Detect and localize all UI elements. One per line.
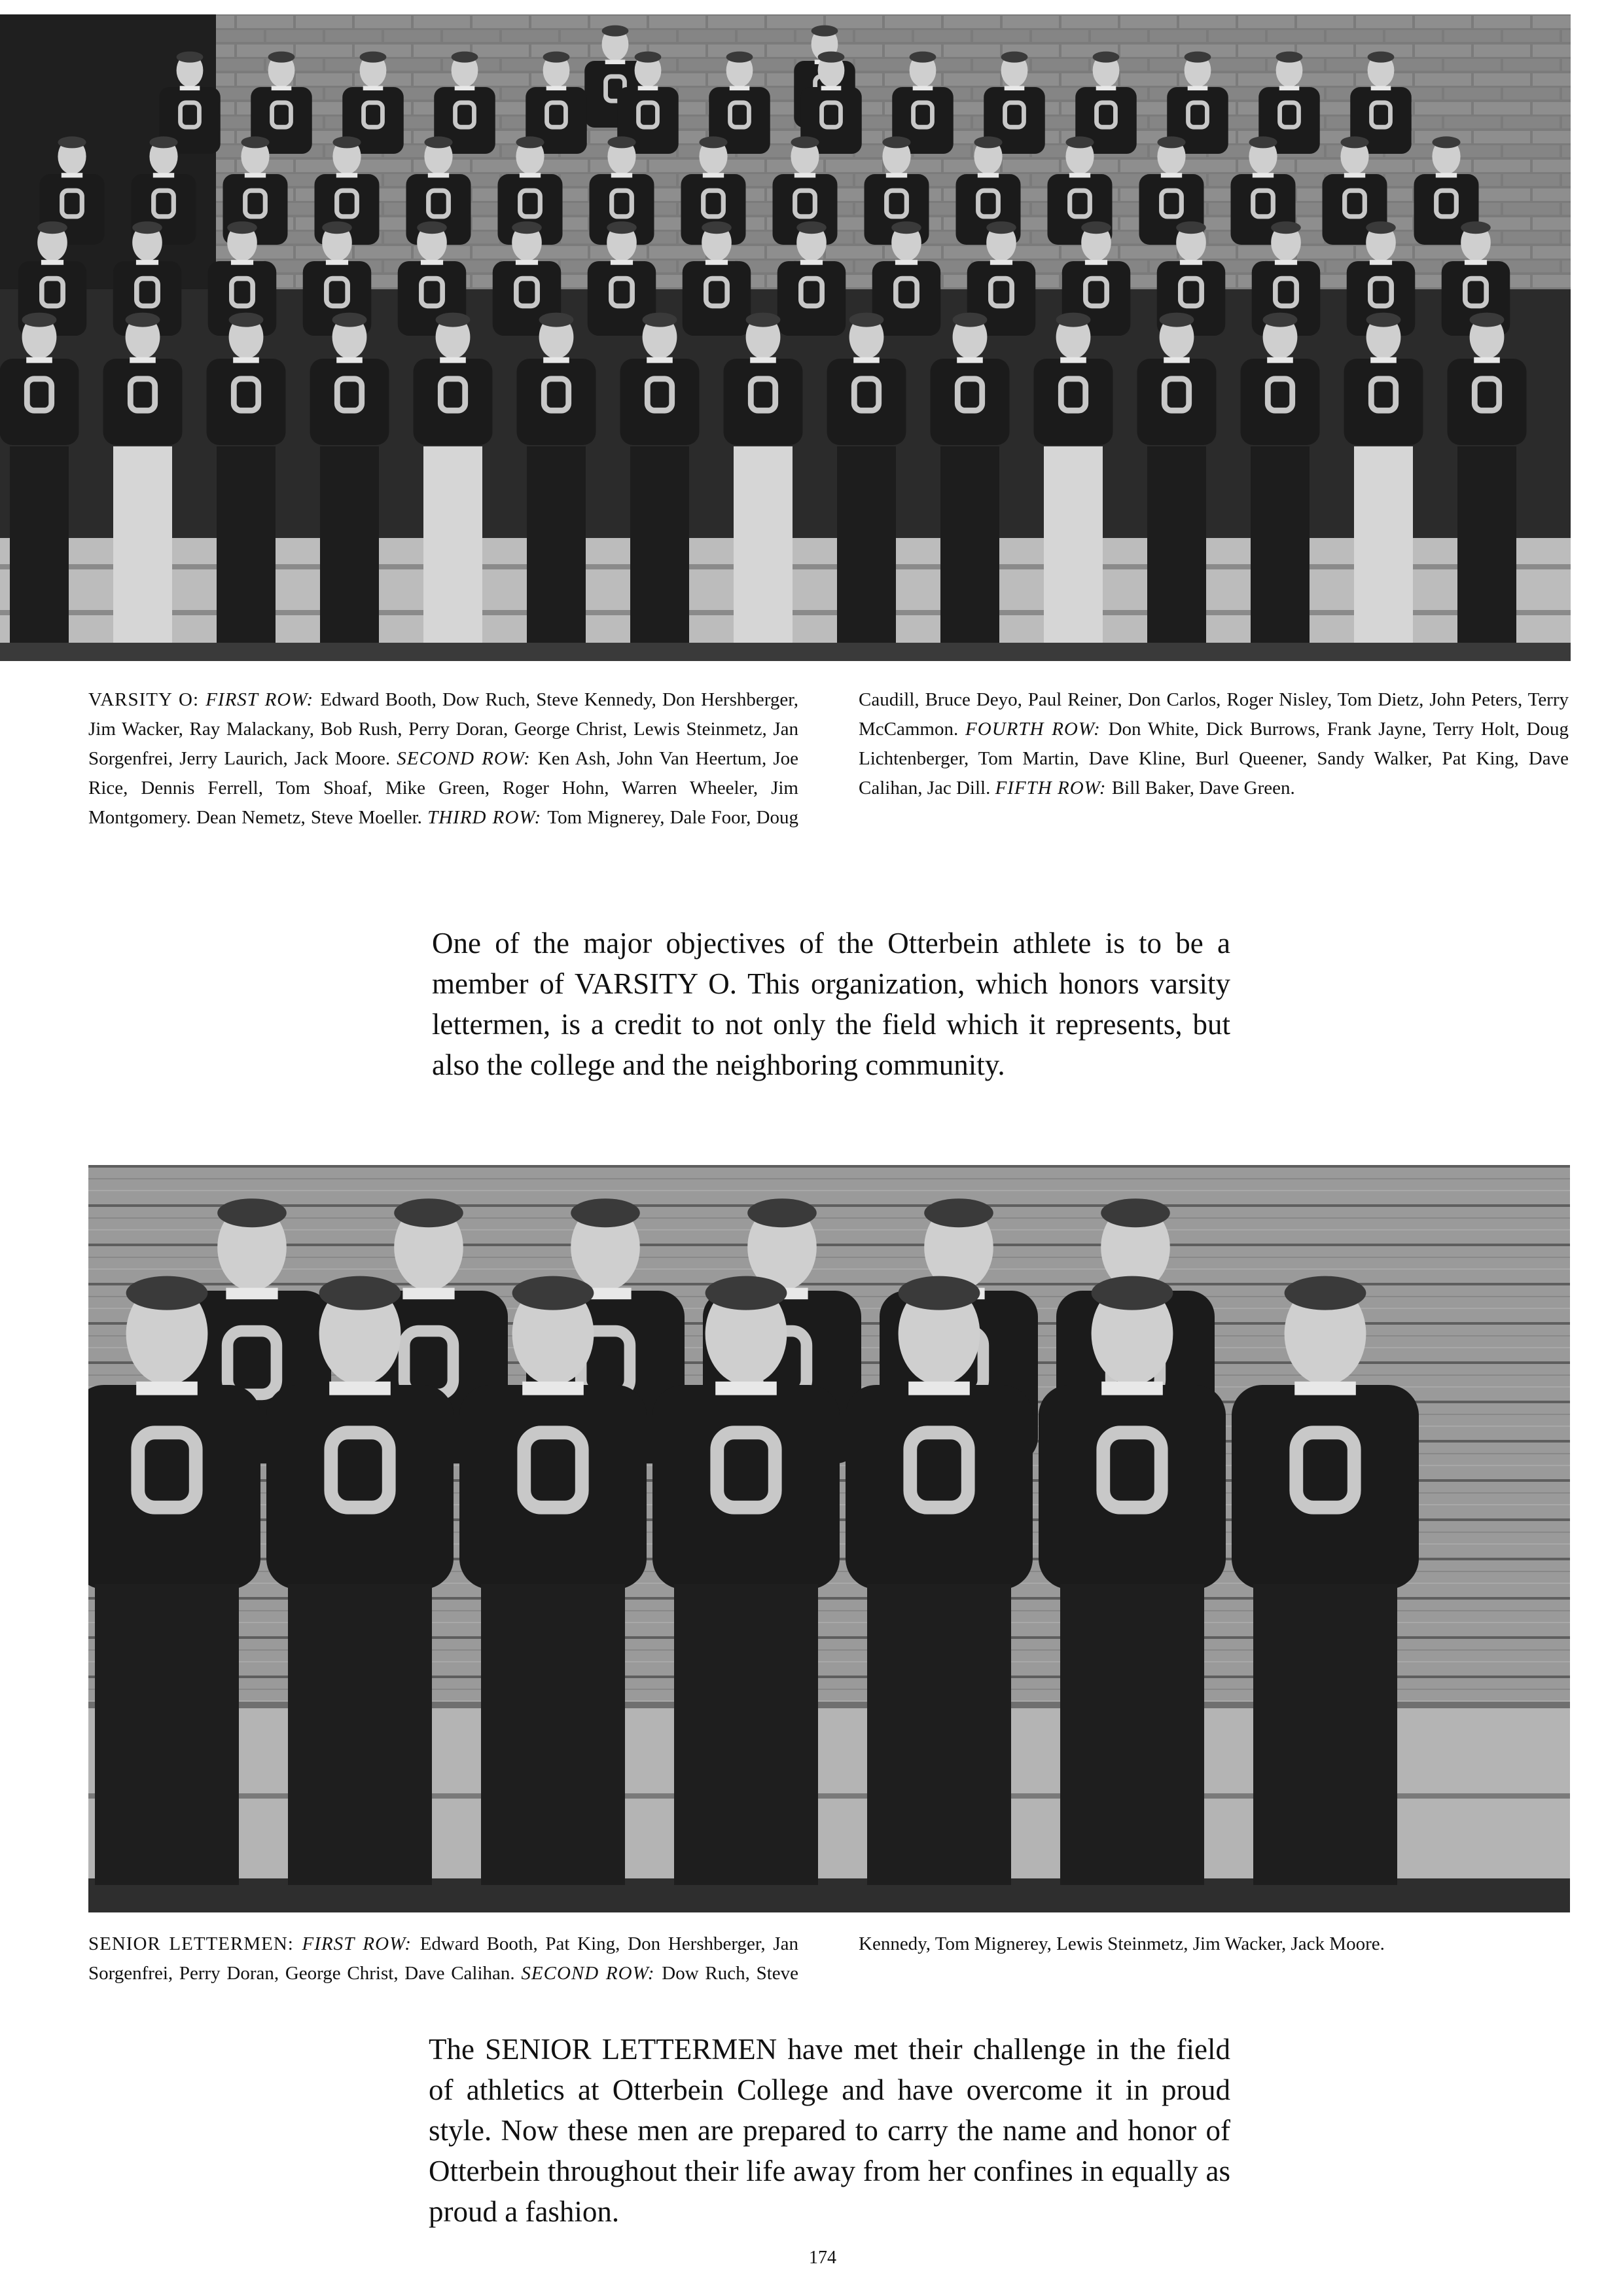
collar	[231, 260, 253, 265]
page-number: 174	[809, 2248, 836, 2268]
collar	[543, 357, 569, 363]
sweater	[266, 1385, 454, 1589]
hair	[1185, 52, 1211, 63]
collar	[1474, 357, 1500, 363]
hair	[512, 1276, 594, 1310]
hair	[1368, 52, 1395, 63]
hair	[1276, 52, 1303, 63]
collar	[1085, 260, 1107, 265]
legs	[527, 446, 586, 643]
sweater	[517, 359, 596, 445]
hair	[516, 136, 544, 148]
hair	[332, 313, 367, 327]
caption-row-names: Edward Booth, Pat King, Don Hershberger, Jan Sorgenfrei, Perry Doran, George Christ, Dave Calihan.	[88, 1933, 798, 1984]
hair	[791, 136, 819, 148]
hair	[702, 221, 732, 234]
hair	[1092, 1276, 1173, 1310]
collar	[130, 357, 156, 363]
sweater	[724, 359, 803, 445]
collar	[705, 260, 728, 265]
collar	[1279, 86, 1300, 90]
legs	[940, 446, 999, 643]
caption-row-names: Ken Ash, John Van Heertum, Joe Rice, Dennis Ferrell, Tom Shoaf, Mike Green, Roger Hohn, Warren Wheeler, Jim Montgomery. Dean Nemetz, Steve Moeller.	[88, 748, 798, 828]
collar	[1101, 1382, 1163, 1395]
collar	[611, 260, 633, 265]
legs	[1147, 446, 1206, 643]
hair	[1081, 221, 1111, 234]
collar	[1344, 173, 1365, 177]
legs	[1060, 1584, 1204, 1885]
hair	[1366, 313, 1401, 327]
legs	[1354, 446, 1413, 643]
hair	[394, 1198, 463, 1227]
hair	[132, 221, 162, 234]
hair	[319, 1276, 401, 1310]
collar	[647, 357, 673, 363]
hair	[241, 136, 269, 148]
hair	[1285, 1276, 1366, 1310]
varsity-o-photo-drawing	[0, 14, 1571, 661]
hair	[58, 136, 86, 148]
hair	[747, 1198, 817, 1227]
caption-row-names: Don White, Dick Burrows, Frank Jayne, Terry Holt, Doug Lichtenberger, Tom Martin, Dave Kline, Burl Queener, Sandy Walker, Pat King, Dave Calihan, Jac Dill.	[859, 719, 1569, 798]
collar	[62, 173, 82, 177]
hair	[424, 136, 452, 148]
collar	[1275, 260, 1297, 265]
sweater	[1344, 359, 1423, 445]
collar	[1005, 86, 1025, 90]
caption-lead: SENIOR LETTERMEN:	[88, 1933, 302, 1954]
hair	[149, 136, 177, 148]
hair	[1176, 221, 1206, 234]
hair	[332, 136, 361, 148]
senior-lettermen-caption	[88, 1929, 1569, 1995]
caption-row-label: SECOND ROW:	[397, 748, 538, 769]
collar	[440, 357, 466, 363]
legs	[481, 1584, 625, 1885]
legs	[217, 446, 276, 643]
hair	[1271, 221, 1301, 234]
collar	[1180, 260, 1202, 265]
collar	[1465, 260, 1487, 265]
collar	[1267, 357, 1293, 363]
collar	[913, 86, 933, 90]
collar	[136, 1382, 198, 1395]
hair	[1001, 52, 1028, 63]
varsity-o-paragraph: One of the major objectives of the Otterbein athlete is to be a member of VARSITY O. This organization, which honors varsity lettermen, is a credit to not only the field which it represents, but also the college and the neighboring community.	[432, 927, 1230, 1081]
hair	[22, 313, 57, 327]
caption-row-names: Bill Baker, Dave Green.	[1111, 778, 1295, 798]
caption-row-label: FIRST ROW:	[302, 1933, 420, 1954]
legs	[423, 446, 482, 643]
legs	[674, 1584, 818, 1885]
collar	[136, 260, 158, 265]
collar	[329, 1382, 391, 1395]
collar	[605, 60, 626, 64]
hair	[539, 313, 574, 327]
hair	[924, 1198, 993, 1227]
hair	[177, 52, 204, 63]
sweater	[414, 359, 493, 445]
hair	[543, 52, 570, 63]
hair	[882, 136, 910, 148]
collar	[336, 357, 363, 363]
hair	[1101, 1198, 1170, 1227]
sweater	[1034, 359, 1113, 445]
collar	[428, 173, 449, 177]
senior-lettermen-paragraph: The SENIOR LETTERMEN have met their challenge in the field of athletics at Otterbein College and have overcome it in proud style. Now these men are prepared to carry the name and honor of Otterbein throughout their life away from her confines in equally as proud a fashion.	[429, 2033, 1230, 2228]
hair	[1065, 136, 1094, 148]
hair	[1056, 313, 1091, 327]
collar	[703, 173, 724, 177]
hair	[360, 52, 387, 63]
hair	[643, 313, 677, 327]
hair	[705, 1276, 787, 1310]
collar	[978, 173, 999, 177]
sweater	[827, 359, 906, 445]
legs	[734, 446, 793, 643]
sweater	[1039, 1385, 1226, 1589]
hair	[268, 52, 295, 63]
hair	[602, 26, 629, 37]
hair	[953, 313, 988, 327]
hair	[746, 313, 781, 327]
legs	[1251, 446, 1310, 643]
hair	[635, 52, 662, 63]
caption-row-label: FOURTH ROW:	[965, 719, 1109, 740]
hair	[1157, 136, 1185, 148]
legs	[1253, 1584, 1397, 1885]
sweater	[620, 359, 700, 445]
hair	[986, 221, 1016, 234]
collar	[455, 86, 475, 90]
collar	[794, 173, 815, 177]
hair	[818, 52, 845, 63]
hair	[126, 1276, 208, 1310]
collar	[1096, 86, 1116, 90]
legs	[95, 1584, 239, 1885]
sweater	[207, 359, 286, 445]
collar	[1188, 86, 1208, 90]
hair	[812, 26, 838, 37]
legs	[10, 446, 69, 643]
hair	[1340, 136, 1368, 148]
hair	[974, 136, 1002, 148]
collar	[41, 260, 63, 265]
collar	[1370, 357, 1397, 363]
sweater	[0, 359, 79, 445]
hair	[891, 221, 921, 234]
caption-lead: VARSITY O:	[88, 689, 206, 710]
collar	[957, 357, 983, 363]
hair	[126, 313, 160, 327]
collar	[26, 357, 52, 363]
legs	[1044, 446, 1103, 643]
legs	[630, 446, 689, 643]
collar	[226, 1288, 277, 1300]
collar	[800, 260, 823, 265]
hair	[796, 221, 827, 234]
caption-row-label: THIRD ROW:	[427, 807, 548, 828]
collar	[421, 260, 443, 265]
caption-row-label: FIFTH ROW:	[995, 778, 1112, 798]
sweater	[1137, 359, 1217, 445]
legs	[867, 1584, 1011, 1885]
collar	[326, 260, 348, 265]
collar	[1161, 173, 1182, 177]
hair	[1093, 52, 1120, 63]
collar	[750, 357, 776, 363]
collar	[611, 173, 632, 177]
collar	[1060, 357, 1086, 363]
hair	[452, 52, 478, 63]
hair	[322, 221, 352, 234]
collar	[821, 86, 842, 90]
collar	[153, 173, 174, 177]
sweater	[103, 359, 183, 445]
hair	[217, 1198, 287, 1227]
sweater	[931, 359, 1010, 445]
collar	[715, 1382, 777, 1395]
collar	[402, 1288, 454, 1300]
collar	[272, 86, 292, 90]
varsity-o-caption	[88, 685, 1569, 882]
hair	[1160, 313, 1194, 327]
collar	[1370, 260, 1392, 265]
collar	[336, 173, 357, 177]
hair	[1263, 313, 1298, 327]
hair	[37, 221, 67, 234]
legs	[837, 446, 896, 643]
collar	[546, 86, 567, 90]
sweater	[683, 261, 751, 336]
caption-row-names: Dow Ruch, Steve Kennedy, Tom Mignerey, Lewis Steinmetz, Jim Wacker, Jack Moore.	[662, 1933, 1385, 1984]
legs	[1457, 446, 1516, 643]
collar	[245, 173, 266, 177]
collar	[895, 260, 918, 265]
collar	[1164, 357, 1190, 363]
hair	[436, 313, 471, 327]
collar	[1371, 86, 1391, 90]
collar	[908, 1382, 970, 1395]
hair	[1461, 221, 1491, 234]
senior-lettermen-photo	[88, 1165, 1570, 1912]
hair	[417, 221, 447, 234]
senior-lettermen-photo-drawing	[88, 1165, 1570, 1912]
sweater	[652, 1385, 840, 1589]
hair	[512, 221, 542, 234]
caption-row-label: SECOND ROW:	[521, 1963, 662, 1984]
caption-row-names: Tom Mignerey, Dale Foor, Doug Caudill, Bruce Deyo, Paul Reiner, Don Carlos, Roger Nisley, Tom Dietz, John Peters, Terry McCammon.	[547, 689, 1569, 828]
collar	[1294, 1382, 1356, 1395]
collar	[886, 173, 907, 177]
sweater	[777, 261, 846, 336]
collar	[730, 86, 750, 90]
hair	[899, 1276, 980, 1310]
hair	[1432, 136, 1460, 148]
hair	[227, 221, 257, 234]
hair	[607, 136, 635, 148]
sweater	[1448, 359, 1527, 445]
hair	[849, 313, 884, 327]
hair	[910, 52, 936, 63]
caption-row-label: FIRST ROW:	[205, 689, 321, 710]
hair	[229, 313, 264, 327]
collar	[520, 173, 541, 177]
caption-row-names: Edward Booth, Dow Ruch, Steve Kennedy, Don Hershberger, Jim Wacker, Ray Malackany, Bob Rush, Perry Doran, George Christ, Lewis Steinmetz, Jan Sorgenfrei, Jerry Laurich, Jack Moore.	[88, 689, 799, 769]
sweater	[1241, 359, 1320, 445]
hair	[699, 136, 727, 148]
collar	[638, 86, 658, 90]
legs	[320, 446, 379, 643]
collar	[1253, 173, 1274, 177]
collar	[1069, 173, 1090, 177]
hair	[571, 1198, 640, 1227]
collar	[516, 260, 538, 265]
legs	[113, 446, 172, 643]
collar	[363, 86, 383, 90]
varsity-o-team-photo	[0, 14, 1571, 661]
hair	[1366, 221, 1396, 234]
collar	[522, 1382, 584, 1395]
sweater	[88, 1385, 260, 1589]
hair	[1249, 136, 1277, 148]
sweater	[846, 1385, 1033, 1589]
collar	[990, 260, 1012, 265]
sweater	[1232, 1385, 1419, 1589]
collar	[1436, 173, 1457, 177]
hair	[607, 221, 637, 234]
collar	[853, 357, 880, 363]
hair	[726, 52, 753, 63]
sweater	[459, 1385, 647, 1589]
collar	[180, 86, 200, 90]
sweater	[872, 261, 941, 336]
collar	[233, 357, 259, 363]
hair	[1470, 313, 1505, 327]
sweater	[310, 359, 389, 445]
legs	[288, 1584, 432, 1885]
